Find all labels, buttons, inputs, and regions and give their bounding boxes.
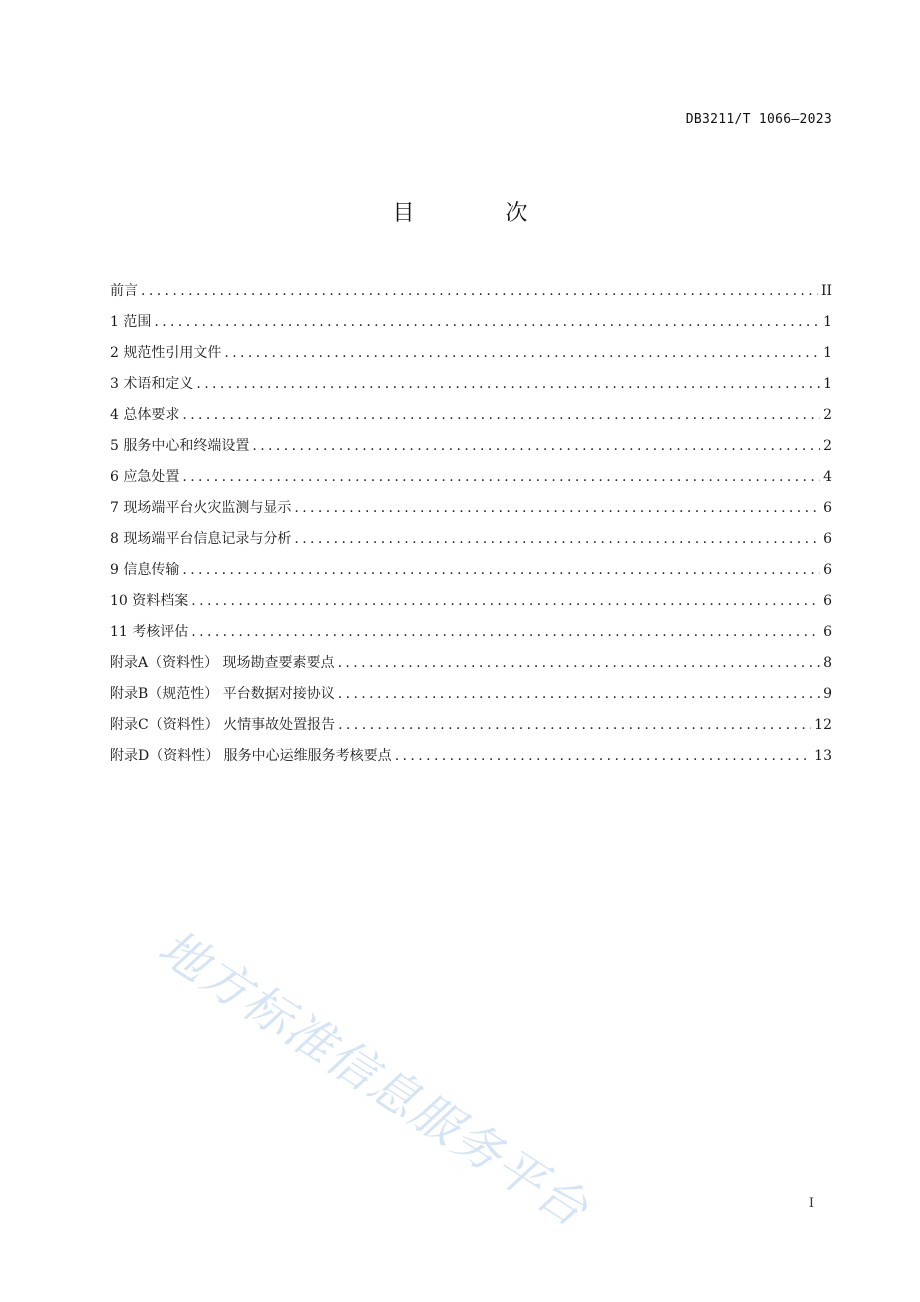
toc-entry-label: 5 服务中心和终端设置 xyxy=(110,438,250,454)
toc-leader-dots xyxy=(196,373,820,395)
toc-entry[interactable] xyxy=(110,435,832,466)
toc-leader-dots xyxy=(294,497,820,519)
toc-leader-dots xyxy=(191,621,820,643)
toc-entry[interactable] xyxy=(110,621,832,652)
toc-entry-label: 6 应急处置 xyxy=(110,469,180,485)
toc-entry-page: 1 xyxy=(823,345,832,361)
toc-entry-page: 13 xyxy=(814,748,832,764)
toc-entry[interactable] xyxy=(110,652,832,683)
toc-entry[interactable] xyxy=(110,342,832,373)
toc-entry-page: 4 xyxy=(823,469,832,485)
toc-entry-page: 2 xyxy=(823,407,832,423)
toc-entry-label: 附录D（资料性） 服务中心运维服务考核要点 xyxy=(110,748,392,764)
toc-entry[interactable] xyxy=(110,683,832,714)
toc-entry[interactable] xyxy=(110,466,832,497)
watermark: 地方标准信息服务平台 xyxy=(148,919,599,1239)
toc-entry-label: 10 资料档案 xyxy=(110,593,189,609)
toc-entry-label: 11 考核评估 xyxy=(110,624,189,640)
toc-leader-dots xyxy=(338,652,821,674)
toc-leader-dots xyxy=(191,590,820,612)
toc-entry[interactable] xyxy=(110,590,832,621)
toc-leader-dots xyxy=(182,559,820,581)
document-code: DB3211/T 1066—2023 xyxy=(685,112,832,127)
toc-entry[interactable] xyxy=(110,559,832,590)
toc-leader-dots xyxy=(252,435,820,457)
toc-title: 目 次 xyxy=(392,201,570,226)
toc-entry-page: 1 xyxy=(823,314,832,330)
toc-leader-dots xyxy=(182,404,820,426)
toc-entry-label: 9 信息传输 xyxy=(110,562,180,578)
toc-entry[interactable] xyxy=(110,280,832,311)
page-number: I xyxy=(808,1196,814,1211)
toc-entry[interactable] xyxy=(110,404,832,435)
toc-entry-page: 6 xyxy=(823,531,832,547)
toc-entry-label: 附录A（资料性） 现场勘查要素要点 xyxy=(110,655,335,671)
toc-entry-page: 9 xyxy=(823,686,832,702)
toc-entry-label: 8 现场端平台信息记录与分析 xyxy=(110,531,292,547)
toc-entry[interactable] xyxy=(110,373,832,404)
toc-leader-dots xyxy=(154,311,820,333)
toc-entry-page: 2 xyxy=(823,438,832,454)
toc-leader-dots xyxy=(182,466,820,488)
toc-entry-page: 6 xyxy=(823,624,832,640)
toc-entry-page: 6 xyxy=(823,500,832,516)
toc-entry[interactable] xyxy=(110,497,832,528)
toc-leader-dots xyxy=(224,342,820,364)
toc-entry-label: 附录B（规范性） 平台数据对接协议 xyxy=(110,686,335,702)
toc-list xyxy=(110,280,832,776)
toc-entry[interactable] xyxy=(110,311,832,342)
toc-entry-label: 1 范围 xyxy=(110,314,152,330)
toc-entry-page: 6 xyxy=(823,562,832,578)
toc-entry[interactable] xyxy=(110,745,832,776)
toc-entry-page: II xyxy=(820,283,832,299)
toc-leader-dots xyxy=(141,280,818,302)
toc-leader-dots xyxy=(395,745,811,767)
toc-leader-dots xyxy=(338,683,820,705)
toc-entry-label: 2 规范性引用文件 xyxy=(110,345,222,361)
toc-entry-label: 前言 xyxy=(110,283,138,299)
toc-entry-page: 6 xyxy=(823,593,832,609)
toc-entry-page: 12 xyxy=(814,717,832,733)
toc-entry-label: 3 术语和定义 xyxy=(110,376,194,392)
toc-entry-label: 4 总体要求 xyxy=(110,407,180,423)
toc-leader-dots xyxy=(338,714,811,736)
toc-entry-label: 7 现场端平台火灾监测与显示 xyxy=(110,500,292,516)
toc-entry-page: 8 xyxy=(823,655,832,671)
toc-entry[interactable] xyxy=(110,714,832,745)
toc-leader-dots xyxy=(294,528,820,550)
toc-entry-page: 1 xyxy=(823,376,832,392)
toc-entry[interactable] xyxy=(110,528,832,559)
toc-entry-label: 附录C（资料性） 火情事故处置报告 xyxy=(110,717,336,733)
